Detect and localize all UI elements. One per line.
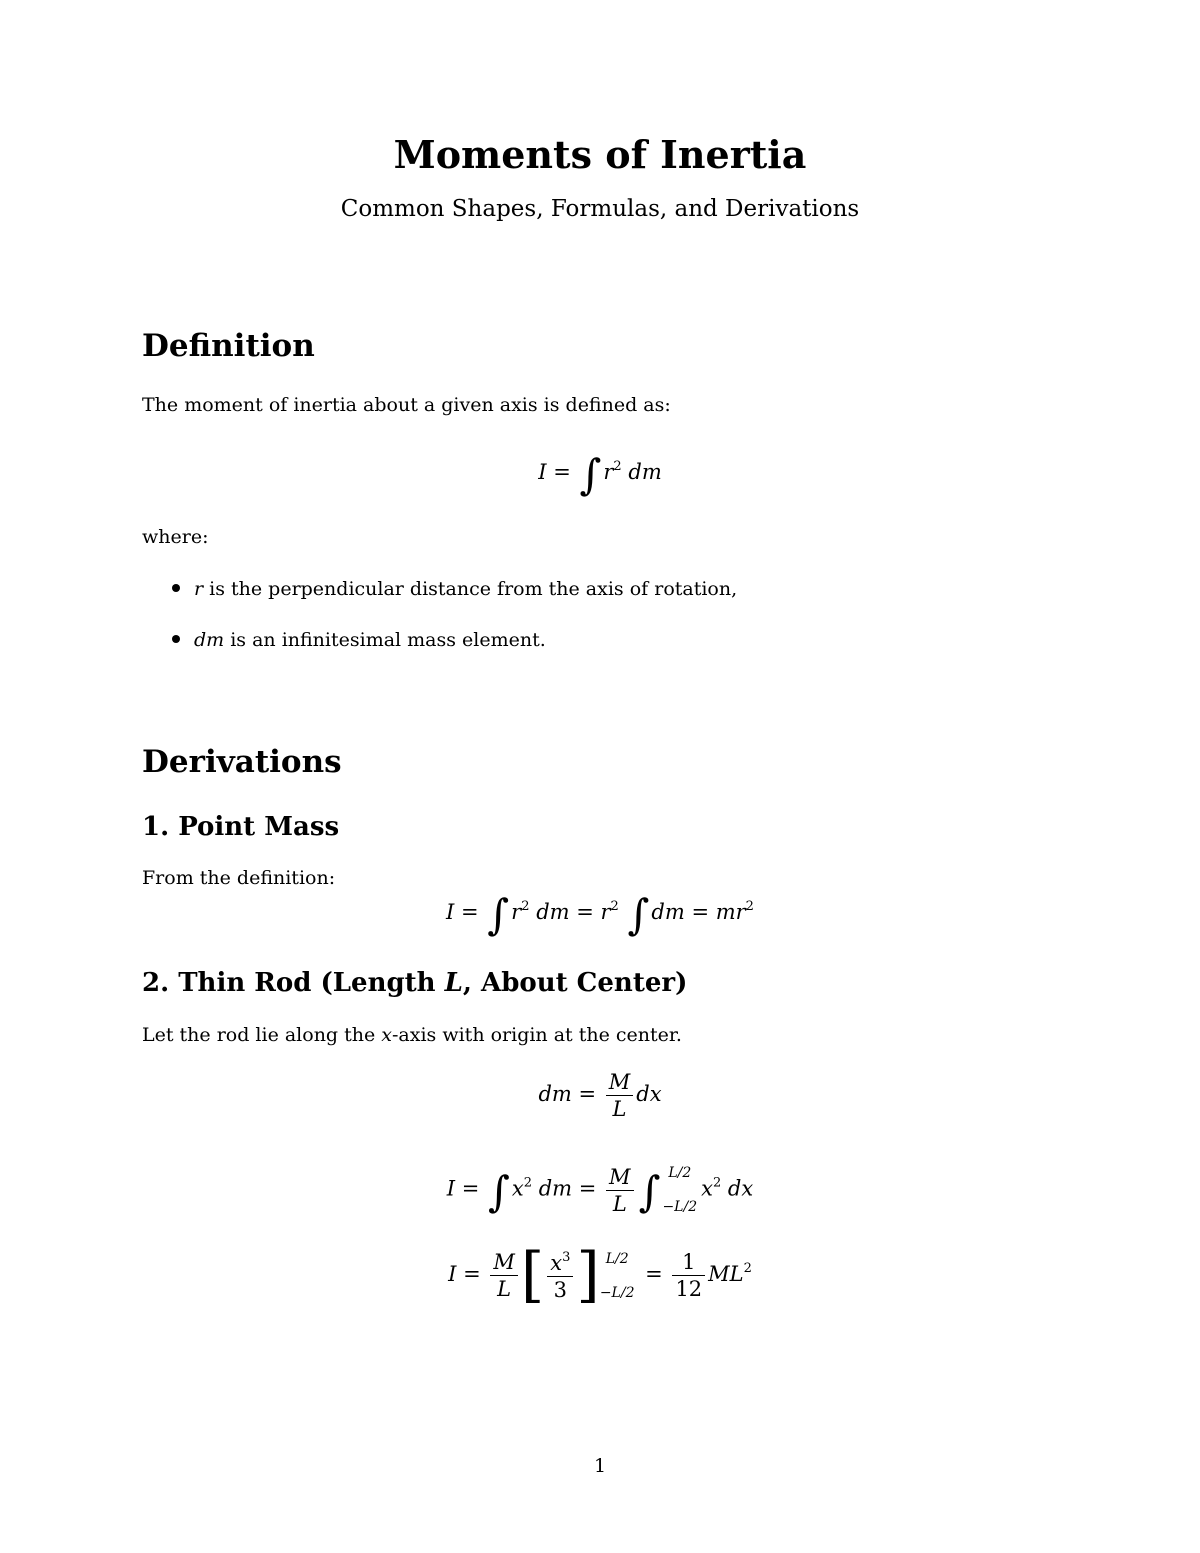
thin-rod-intro: Let the rod lie along the x-axis with origin at the center.	[142, 1024, 682, 1046]
page-number: 1	[593, 1455, 607, 1477]
thin-rod-heading: 2. Thin Rod (Length L, About Center)	[142, 968, 688, 998]
rod-integral-equation: $I = \int x^2$ dm = $\frac{M}{L}$ ∫ L/2 −L/2 $x^2$ dx	[446, 1164, 754, 1216]
bullet-icon	[172, 584, 180, 592]
rod-mass-element-equation: dm = $\frac{M}{L}$ dx	[538, 1070, 662, 1121]
page-subtitle: Common Shapes, Formulas, and Derivations	[340, 196, 860, 222]
symbol: r	[194, 578, 204, 600]
derivations-heading: Derivations	[142, 744, 342, 780]
rod-result-equation: I = $\frac{M}{L}$ [ $\frac{x^3}{3}$ ] L/2 −L/2 = $\frac{1}{12}$ $ML^2$	[448, 1240, 752, 1310]
list-item-text: is an infinitesimal mass element.	[224, 629, 546, 651]
bullet-icon	[172, 635, 180, 643]
point-mass-heading: 1. Point Mass	[142, 812, 340, 842]
point-mass-intro: From the definition:	[142, 867, 336, 889]
definition-equation: $I = \int r^2$ dm	[538, 450, 662, 499]
list-item	[172, 629, 546, 651]
list-item	[172, 578, 737, 600]
point-mass-equation: $I = \int r^2$ dm = $r^2$ $\int dm = mr^2$	[446, 890, 754, 939]
definition-heading: Definition	[142, 328, 315, 364]
where-label: where:	[142, 526, 209, 548]
list-item-text: is the perpendicular distance from the axis of rotation,	[203, 578, 738, 600]
symbol: dm	[194, 629, 225, 651]
definition-intro: The moment of inertia about a given axis is defined as:	[142, 394, 671, 416]
page-title: Moments of Inertia	[393, 132, 807, 177]
